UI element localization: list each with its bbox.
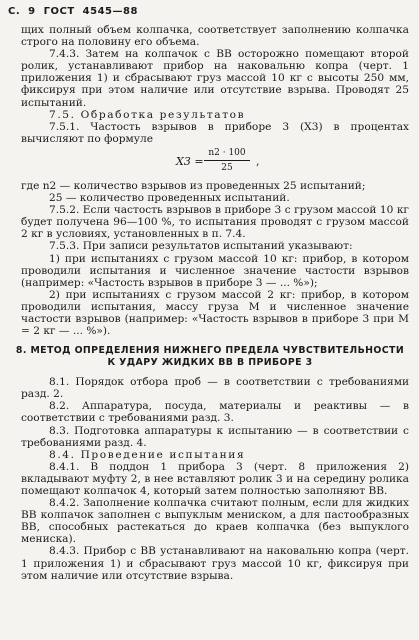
formula-fraction [204,147,250,174]
paragraph-7-4-3: 7.4.3. Затем на колпачок с ВВ осторожно помещают второй ролик, устанавливают прибор на наковальню копра (черт. 1 приложения 1) и сбрасывают груз массой 10 кг с высоты 250 мм, фиксируя при этом наличие или отсутствие взрыва. Проводят 25 испытаний. [21,48,409,109]
where-line-1: где n2 — количество взрывов из проведенных 25 испытаний; [21,179,366,192]
heading-8-4: 8.4. Проведение испытания [49,448,246,461]
paragraph-8-1: 8.1. Порядок отбора проб — в соответствии с требованиями разд. 2. [21,376,409,401]
page-letter: С. [8,6,21,17]
doc-number: 4545—88 [82,6,138,17]
page-header [8,6,146,17]
document-body [15,24,409,582]
paragraph-8-4-1: 8.4.1. В поддон 1 прибора 3 (черт. 8 приложения 2) вкладывают муфту 2, в нее вставляют ролик 3 и на середину ролика помещают колпачок 4, который затем полностью заполняют ВВ. [21,460,409,497]
paragraph-7-5-2: 7.5.2. Если частость взрывов в приборе 3 с грузом массой 10 кг будет получена 96—100 %, то испытания проводят с грузом массой 2 кг в условиях, установленных в п. 7.4. [21,204,409,241]
where-line-2: 25 — количество проведенных испытаний. [49,192,290,205]
section-8-title: 8. МЕТОД ОПРЕДЕЛЕНИЯ НИЖНЕГО ПРЕДЕЛА ЧУВСТВИТЕЛЬНОСТИ К УДАРУ ЖИДКИХ ВВ В ПРИБОРЕ 3 [15,345,405,369]
paragraph-8-4-2: 8.4.2. Заполнение колпачка считают полным, если для жидких ВВ колпачок заполнен с выпуклым мениском, а для пастообразных ВВ, способных растекаться до краев колпачка (без выпуклого мениска). [21,497,409,546]
paragraph-8-3: 8.3. Подготовка аппаратуры к испытанию — в соответствии с требованиями разд. 4. [21,424,409,449]
formula-numerator: n2 · 100 [204,147,250,161]
page-number: 9 [28,6,36,17]
paragraph-7-5-1: 7.5.1. Частость взрывов в приборе 3 (X3) в процентах вычисляют по формуле [21,120,409,145]
heading-7-5: 7.5. Обработка результатов [49,108,246,121]
paragraph-8-4-3: 8.4.3. Прибор с ВВ устанавливают на наковальню копра (черт. 1 приложения 1) и сбрасывают груз массой 10 кг, фиксируя при этом наличие или отсутствие взрыва. [21,545,409,582]
formula-comma: , [256,154,260,168]
formula-denominator: 25 [221,163,233,174]
formula [21,147,409,177]
list-item-1: 1) при испытаниях с грузом массой 10 кг: прибор, в котором проводили испытания и численное значение частости взрывов (например: «Частость взрывов в приборе 3 — ... %»); [21,252,409,289]
doc-code: ГОСТ [43,6,75,17]
list-item-2: 2) при испытаниях с грузом массой 2 кг: прибор, в котором проводили испытания, массу груза М и численное значение частости взрывов (например: «Частость взрывов в приборе 3 при М = 2 кг — ... %»). [21,288,409,338]
formula-lhs: X3 = [176,154,204,168]
paragraph-7-5-3: 7.5.3. При записи результатов испытаний указывают: [49,240,353,253]
paragraph-8-2: 8.2. Аппаратура, посуда, материалы и реактивы — в соответствии с требованиями разд. 3. [21,400,409,425]
paragraph-continuation: щих полный объем колпачка, соответствует заполнению колпачка строго на половину его объема. [21,24,409,49]
